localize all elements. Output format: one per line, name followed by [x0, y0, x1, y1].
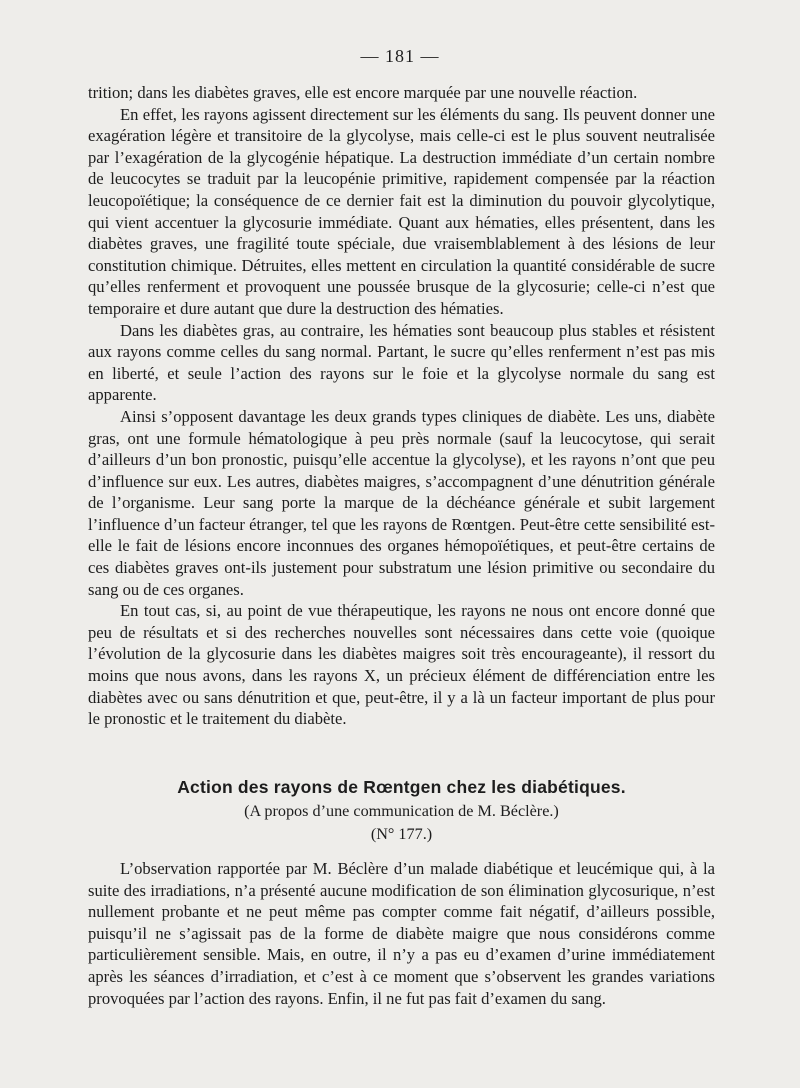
- paragraph: Ainsi s’opposent davantage les deux grands types cliniques de diabète. Les uns, diabète gras, ont une formule hématologique à peu près normale (sauf la leucocytose, qui serait d’ailleurs d’un bon pronostic, puisqu’elle accentue la glycolyse), et les rayons n’ont que peu d’influence sur eux. Les autres, diabètes maigres, s’accompagnent d’une dénutrition générale de l’organisme. Leur sang porte la marque de la déchéance générale et subit largement l’influence d’un facteur étranger, tel que les rayons de Rœntgen. Peut-être cette sensibilité est-elle le fait de lésions encore inconnues des organes hémopoïétiques, et peut-être certains de ces diabètes graves ont-ils justement pour substratum une lésion primitive ou secondaire du sang ou de ces organes.: [88, 406, 715, 599]
- paragraph: En tout cas, si, au point de vue thérapeutique, les rayons ne nous ont encore donné que peu de résultats et si des recherches nouvelles sont nécessaires dans cette voie (quoique l’évolution de la glycosurie dans les diabètes maigres soit très encourageante), il ressort du moins que nous avons, dans les rayons X, un précieux élément de différenciation entre les diabètes avec ou sans dénutrition et que, peut-être, il y a là un facteur important de plus pour le pronostic et le traitement du diabète.: [88, 601, 715, 729]
- paragraph: trition; dans les diabètes graves, elle est encore marquée par une nouvelle réaction.: [88, 83, 638, 102]
- section-2-body: [88, 858, 715, 1009]
- communication-number: (N° 177.): [370, 825, 433, 843]
- section-subtitle: (A propos d’une communication de M. Béclère.): [244, 802, 559, 820]
- paragraph: En effet, les rayons agissent directement sur les éléments du sang. Ils peuvent donner une exagération légère et transitoire de la glycolyse, mais celle-ci est le plus souvent neutralisée par l’exagération de la glycogénie hépatique. La destruction immédiate d’un certain nombre de leucocytes se traduit par la leucopénie primitive, rapidement compensée par la réaction leucopoïétique; la conséquence de ce dernier fait est la diminution du pouvoir glycolytique, qui vient accentuer la glycosurie immédiate. Quant aux hématies, elles présentent, dans les diabètes graves, une fragilité toute spéciale, due vraisemblablement à des lésions de leur constitution chimique. Détruites, elles mettent en circulation la quantité considérable de sucre qu’elles renferment et provoquent une poussée brusque de la glycosurie; celle-ci n’est que temporaire et dure autant que dure la destruction des hématies.: [88, 104, 715, 318]
- section-1-body: [88, 82, 715, 730]
- section-title: Action des rayons de Rœntgen chez les diabétiques.: [177, 777, 626, 797]
- paragraph: Dans les diabètes gras, au contraire, les hématies sont beaucoup plus stables et résistent aux rayons comme celles du sang normal. Partant, le sucre qu’elles renferment n’est pas mis en liberté, et seule l’action des rayons sur le foie et la glycolyse normale du sang est apparente.: [88, 320, 715, 405]
- page-number: — 181 —: [360, 46, 440, 66]
- paragraph: L’observation rapportée par M. Béclère d’un malade diabétique et leucémique qui, à la suite des irradiations, n’a présenté aucune modification de son élimination glycosurique, n’est nullement probante et ne peut même pas compter comme fait négatif, d’ailleurs possible, puisqu’il ne s’agissait pas de la forme de diabète maigre que nous considérons comme particulièrement sensible. Mais, en outre, il n’y a pas eu d’examen d’urine immédiatement après les séances d’irradiation, et c’est à ce moment que s’observent les grandes variations provoquées par l’action des rayons. Enfin, il ne fut pas fait d’examen du sang.: [88, 859, 715, 1008]
